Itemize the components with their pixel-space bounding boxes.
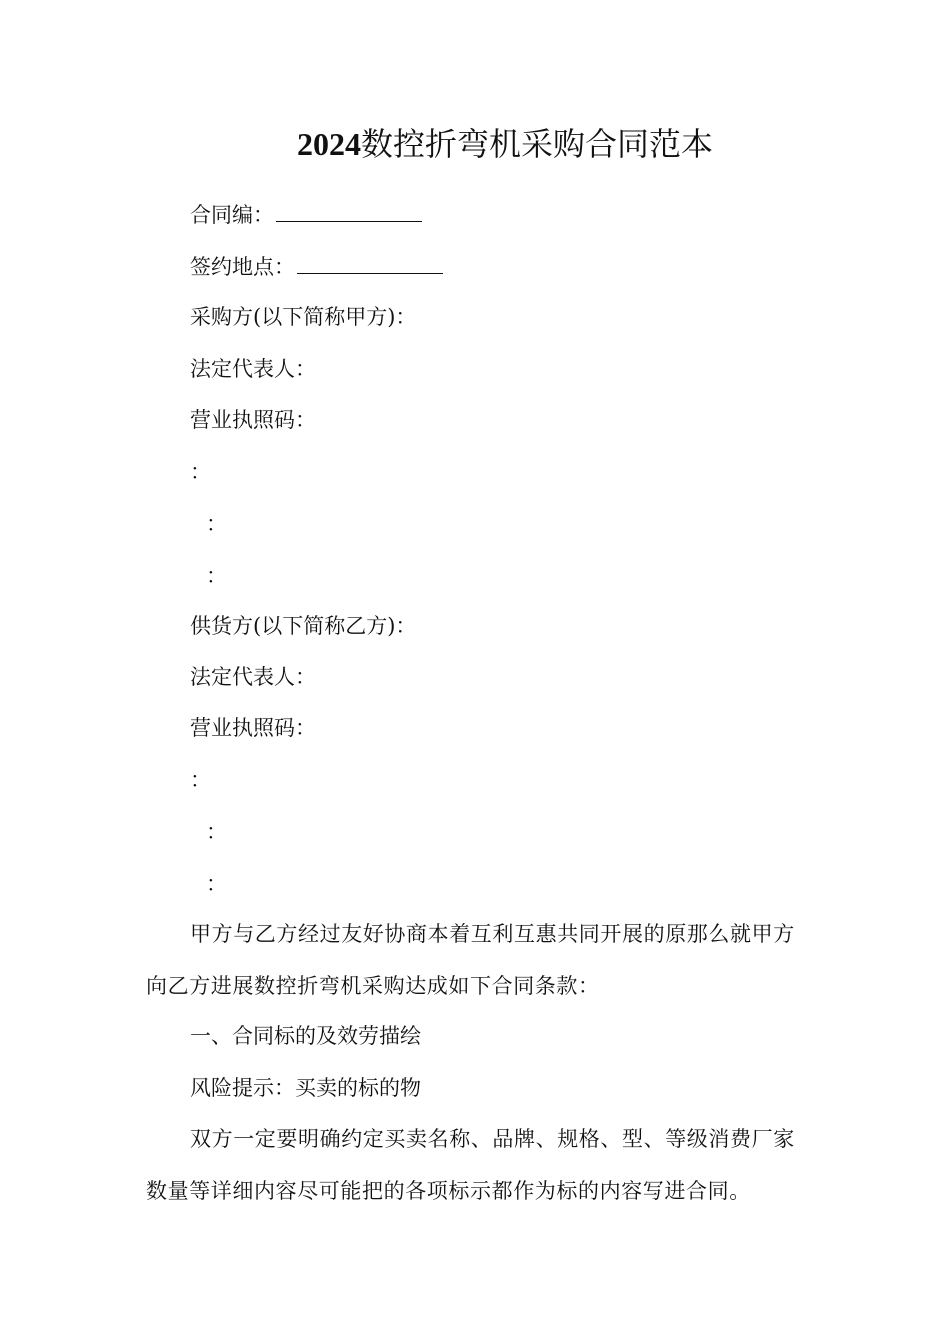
detail-paragraph: 双方一定要明确约定买卖名称、品牌、规格、型、等级消费厂家数量等详细内容尽可能把的各项标示都作为标的内容写进合同。 bbox=[146, 1127, 795, 1203]
contract-number-label: 合同编： bbox=[190, 203, 274, 227]
buyer-label: 采购方(以下简称甲方)： bbox=[190, 305, 417, 329]
contract-number-line bbox=[190, 199, 422, 230]
seller-field-colon-1: ： bbox=[190, 768, 211, 792]
sign-place-blank bbox=[297, 251, 443, 274]
buyer-license-label: 营业执照码： bbox=[190, 408, 316, 432]
seller-license-label: 营业执照码： bbox=[190, 716, 316, 740]
buyer-field-colon-2: ： bbox=[206, 512, 227, 536]
seller-label: 供货方(以下简称乙方)： bbox=[190, 614, 417, 638]
buyer-legal-rep-label: 法定代表人： bbox=[190, 357, 316, 381]
title-year: 2024 bbox=[296, 126, 361, 162]
intro-paragraph: 甲方与乙方经过友好协商本着互利互惠共同开展的原那么就甲方向乙方进展数控折弯机采购达成如下合同条款： bbox=[146, 922, 795, 998]
sign-place-label: 签约地点： bbox=[190, 255, 295, 279]
title-text: 数控折弯机采购合同范本 bbox=[360, 125, 713, 163]
document-title bbox=[0, 122, 950, 166]
sign-place-line bbox=[190, 251, 443, 282]
buyer-field-colon-3: ： bbox=[206, 564, 227, 588]
seller-legal-rep-label: 法定代表人： bbox=[190, 665, 316, 689]
seller-field-colon-3: ： bbox=[206, 872, 227, 896]
seller-field-colon-2: ： bbox=[206, 820, 227, 844]
buyer-field-colon-1: ： bbox=[190, 460, 211, 484]
section-1-heading: 一、合同标的及效劳描绘 bbox=[190, 1024, 421, 1048]
risk-notice: 风险提示：买卖的标的物 bbox=[190, 1076, 421, 1100]
contract-number-blank bbox=[276, 199, 422, 222]
